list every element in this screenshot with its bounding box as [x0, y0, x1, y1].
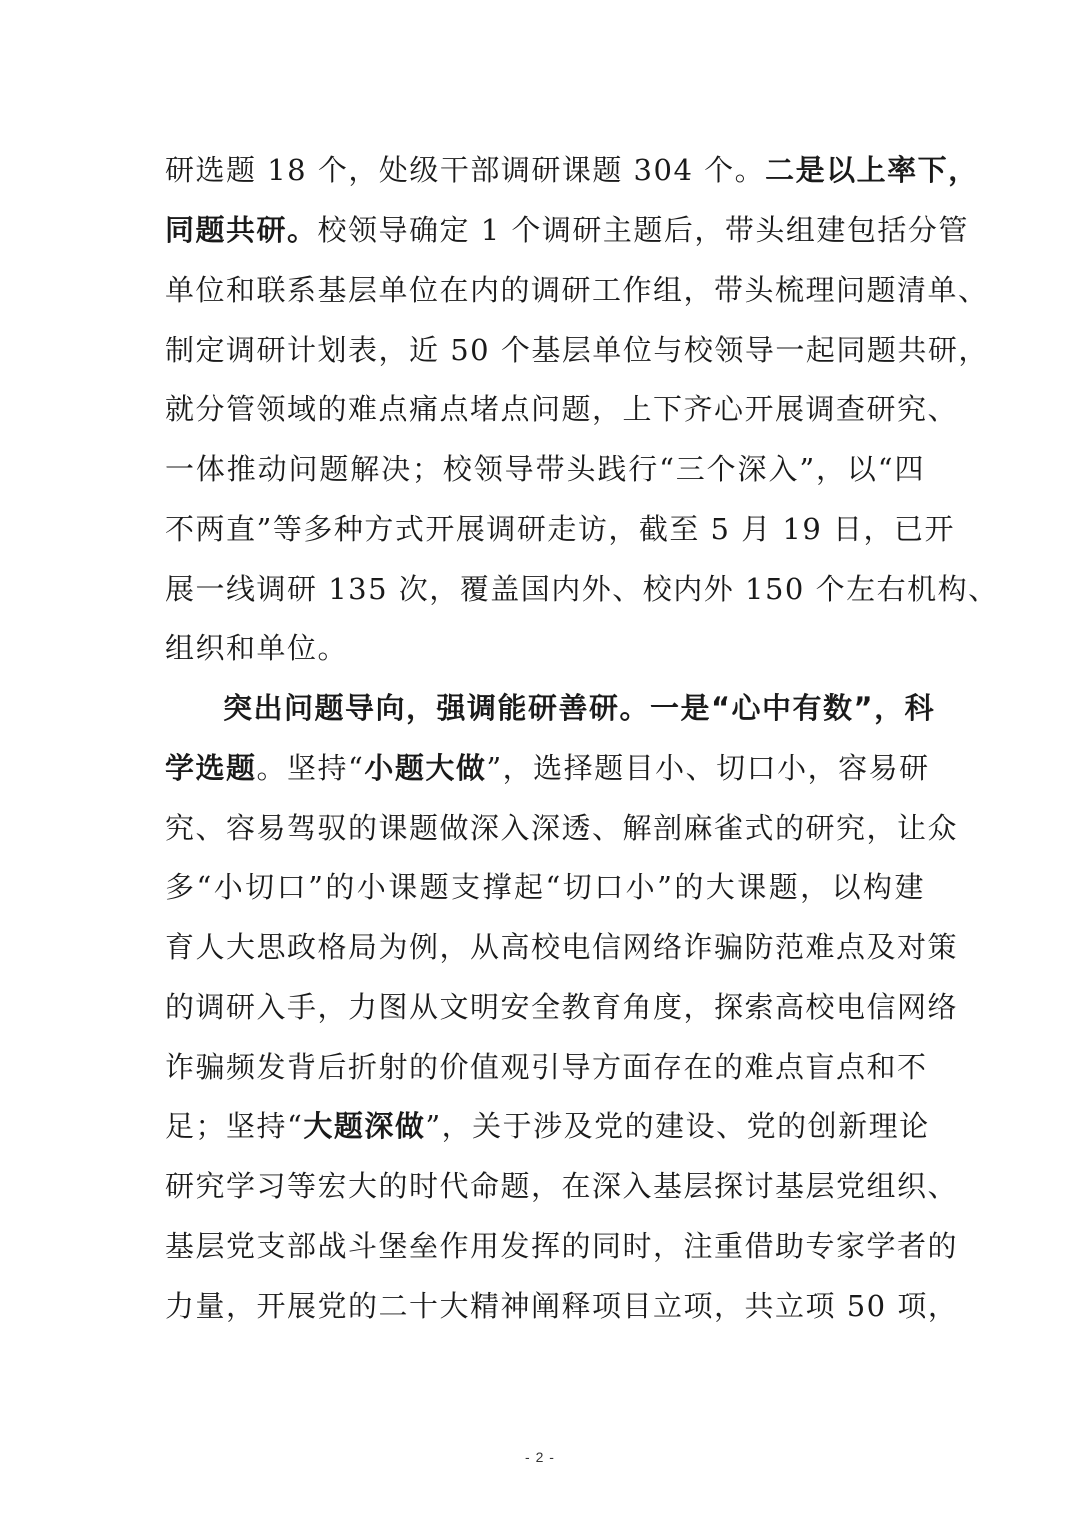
text-segment: 一体推动问题解决；校领导带头践行“三个深入”，以“四 — [165, 452, 925, 486]
text-segment: 展一线调研 135 次，覆盖国内外、校内外 150 个左右机构、 — [165, 572, 999, 606]
text-segment: 的调研入手，力图从文明安全教育角度，探索高校电信网络 — [165, 990, 959, 1024]
text-segment: 究、容易驾驭的课题做深入深透、解剖麻雀式的研究，让众 — [165, 811, 959, 845]
text-line — [165, 987, 959, 1027]
text-segment: ”，关于涉及党的建设、党的创新理论 — [425, 1109, 930, 1143]
text-segment: 足；坚持“ — [165, 1109, 304, 1143]
text-segment: 单位和联系基层单位在内的调研工作组，带头梳理问题清单、 — [165, 273, 989, 307]
text-segment: 力量，开展党的二十大精神阐释项目立项，共立项 50 项， — [165, 1289, 959, 1323]
text-segment: 。坚持“ — [256, 751, 365, 785]
text-segment: 基层党支部战斗堡垒作用发挥的同时，注重借助专家学者的 — [165, 1229, 959, 1263]
bold-text-segment: 大题深做 — [303, 1109, 426, 1143]
text-segment: 研究学习等宏大的时代命题，在深入基层探讨基层党组织、 — [165, 1169, 959, 1203]
text-line — [165, 748, 930, 788]
text-segment: ”，选择题目小、切口小，容易研 — [486, 751, 930, 785]
text-line — [165, 210, 969, 250]
text-line — [165, 808, 959, 848]
bold-text-segment: 二是以上率下， — [765, 153, 979, 187]
text-segment: 校领导确定 1 个调研主题后，带头组建包括分管 — [317, 213, 969, 247]
text-line — [165, 330, 989, 370]
bold-text-segment: 同题共研。 — [165, 213, 318, 247]
page-number: - 2 - — [525, 1449, 555, 1465]
text-segment: 育人大思政格局为例，从高校电信网络诈骗防范难点及对策 — [165, 930, 959, 964]
text-line — [165, 150, 979, 190]
text-segment: 研选题 18 个，处级干部调研课题 304 个。 — [165, 153, 766, 187]
text-segment: 就分管领域的难点痛点堵点问题，上下齐心开展调查研究、 — [165, 392, 959, 426]
text-line — [165, 1226, 959, 1266]
text-segment: 诈骗频发背后折射的价值观引导方面存在的难点盲点和不 — [165, 1050, 928, 1084]
bold-text-segment: 学选题 — [165, 751, 257, 785]
text-line — [165, 270, 989, 310]
text-line — [165, 628, 925, 668]
text-line — [165, 927, 959, 967]
text-segment: 制定调研计划表，近 50 个基层单位与校领导一起同题共研， — [165, 333, 989, 367]
text-line — [165, 1047, 928, 1087]
text-line — [165, 449, 925, 489]
bold-text-segment: 小题大做 — [364, 751, 487, 785]
text-segment: 组织和单位。 — [165, 631, 349, 665]
text-segment: 多“小切口”的小课题支撑起“切口小”的大课题，以构建 — [165, 870, 925, 904]
text-line — [165, 867, 925, 907]
text-line — [165, 1286, 959, 1326]
text-segment: 不两直”等多种方式开展调研走访，截至 5 月 19 日，已开 — [165, 512, 956, 546]
text-line — [223, 688, 936, 728]
text-line — [165, 1106, 930, 1146]
bold-text-segment: 突出问题导向，强调能研善研。一是“心中有数”，科 — [223, 691, 936, 725]
text-line — [165, 569, 999, 609]
text-line — [165, 509, 956, 549]
text-line — [165, 389, 959, 429]
text-line — [165, 1166, 959, 1206]
